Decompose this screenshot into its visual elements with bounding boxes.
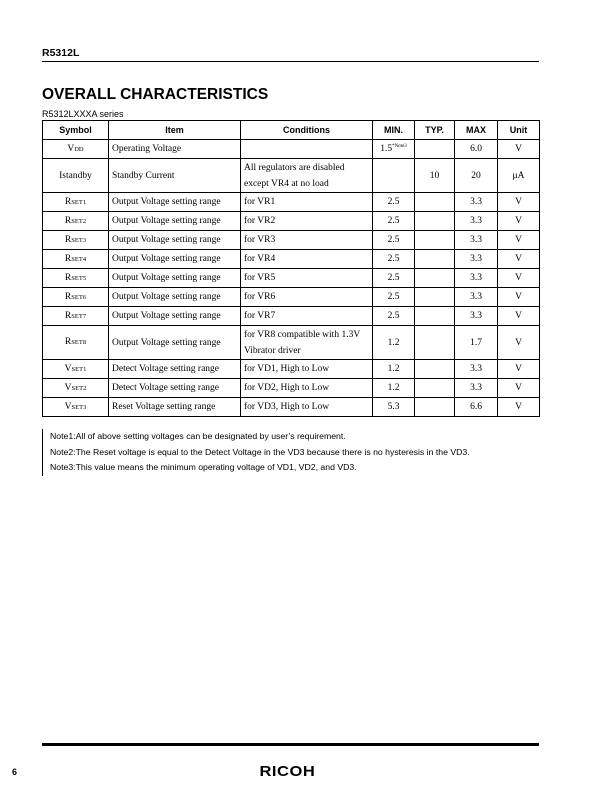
symbol-subscript: SET8 bbox=[71, 339, 87, 346]
symbol-cell bbox=[43, 212, 109, 231]
max-cell: 20 bbox=[455, 159, 498, 193]
max-cell: 3.3 bbox=[455, 288, 498, 307]
column-header: Item bbox=[109, 121, 241, 140]
min-value: 2.5 bbox=[387, 197, 400, 207]
unit-cell: V bbox=[498, 398, 540, 417]
conditions-cell: for VD2, High to Low bbox=[241, 379, 373, 398]
unit-cell: V bbox=[498, 326, 540, 360]
conditions-cell: for VD1, High to Low bbox=[241, 360, 373, 379]
min-note-ref: *Note3 bbox=[392, 143, 407, 149]
min-value: 2.5 bbox=[387, 254, 400, 264]
max-cell: 3.3 bbox=[455, 231, 498, 250]
typ-cell bbox=[415, 269, 455, 288]
conditions-cell: for VR7 bbox=[241, 307, 373, 326]
symbol-subscript: DD bbox=[74, 146, 84, 153]
table-row bbox=[43, 250, 540, 269]
item-cell: Output Voltage setting range bbox=[109, 326, 241, 360]
characteristics-table bbox=[42, 120, 540, 417]
min-cell bbox=[373, 307, 415, 326]
item-cell: Output Voltage setting range bbox=[109, 212, 241, 231]
symbol-cell bbox=[43, 159, 109, 193]
symbol-cell bbox=[43, 398, 109, 417]
symbol-subscript: SET1 bbox=[71, 199, 87, 206]
column-header: Conditions bbox=[241, 121, 373, 140]
typ-cell bbox=[415, 250, 455, 269]
symbol-cell bbox=[43, 288, 109, 307]
table-row bbox=[43, 398, 540, 417]
header-rule bbox=[42, 61, 539, 62]
symbol-main: R bbox=[64, 273, 72, 283]
symbol-cell bbox=[43, 140, 109, 159]
unit-cell: V bbox=[498, 140, 540, 159]
conditions-cell bbox=[241, 140, 373, 159]
symbol-main: R bbox=[64, 337, 72, 347]
table-row bbox=[43, 159, 540, 193]
max-cell: 6.6 bbox=[455, 398, 498, 417]
typ-cell bbox=[415, 193, 455, 212]
typ-cell bbox=[415, 326, 455, 360]
ricoh-logo: RICOH bbox=[259, 763, 316, 780]
table-row bbox=[43, 212, 540, 231]
max-cell: 3.3 bbox=[455, 360, 498, 379]
symbol-subscript: SET7 bbox=[71, 313, 87, 320]
symbol-main: V bbox=[64, 364, 72, 374]
max-cell: 3.3 bbox=[455, 379, 498, 398]
column-header: Unit bbox=[498, 121, 540, 140]
table-row bbox=[43, 326, 540, 360]
unit-cell: V bbox=[498, 250, 540, 269]
typ-cell bbox=[415, 140, 455, 159]
table-row bbox=[43, 231, 540, 250]
min-cell bbox=[373, 193, 415, 212]
notes-block bbox=[42, 429, 560, 476]
symbol-main: R bbox=[64, 197, 72, 207]
typ-cell bbox=[415, 307, 455, 326]
max-cell: 3.3 bbox=[455, 269, 498, 288]
conditions-cell: for VR1 bbox=[241, 193, 373, 212]
min-value: 1.2 bbox=[387, 337, 400, 348]
min-value: 1.2 bbox=[387, 364, 400, 374]
symbol-cell bbox=[43, 231, 109, 250]
max-cell: 3.3 bbox=[455, 307, 498, 326]
symbol-cell bbox=[43, 250, 109, 269]
conditions-cell: for VR8 compatible with 1.3V Vibrator driver bbox=[241, 326, 373, 360]
item-cell: Standby Current bbox=[109, 159, 241, 193]
conditions-cell: for VR2 bbox=[241, 212, 373, 231]
symbol-cell bbox=[43, 269, 109, 288]
unit-cell: V bbox=[498, 231, 540, 250]
symbol-main: R bbox=[64, 311, 72, 321]
max-cell: 1.7 bbox=[455, 326, 498, 360]
item-cell: Output Voltage setting range bbox=[109, 307, 241, 326]
symbol-subscript: SET1 bbox=[71, 366, 87, 373]
min-cell bbox=[373, 360, 415, 379]
unit-cell: V bbox=[498, 379, 540, 398]
min-cell bbox=[373, 250, 415, 269]
symbol-subscript: SET3 bbox=[71, 404, 87, 411]
min-cell bbox=[373, 159, 415, 193]
column-header: TYP. bbox=[415, 121, 455, 140]
typ-cell bbox=[415, 379, 455, 398]
conditions-cell: for VR3 bbox=[241, 231, 373, 250]
unit-cell: V bbox=[498, 269, 540, 288]
min-value: 2.5 bbox=[387, 292, 400, 302]
conditions-cell: for VR5 bbox=[241, 269, 373, 288]
min-cell bbox=[373, 379, 415, 398]
unit-cell: V bbox=[498, 288, 540, 307]
min-cell bbox=[373, 269, 415, 288]
symbol-cell bbox=[43, 193, 109, 212]
min-value: 2.5 bbox=[387, 273, 400, 283]
conditions-cell: for VR4 bbox=[241, 250, 373, 269]
conditions-cell: for VD3, High to Low bbox=[241, 398, 373, 417]
table-row bbox=[43, 140, 540, 159]
min-cell bbox=[373, 326, 415, 360]
document-id: R5312L bbox=[42, 47, 80, 59]
symbol-main: V bbox=[67, 144, 75, 154]
typ-cell bbox=[415, 398, 455, 417]
symbol-cell bbox=[43, 360, 109, 379]
max-cell: 3.3 bbox=[455, 212, 498, 231]
symbol-main: V bbox=[64, 383, 72, 393]
note-2: Note2:The Reset voltage is equal to the Detect Voltage in the VD3 because there is no hysteresis in the VD3. bbox=[50, 446, 470, 457]
max-cell: 3.3 bbox=[455, 193, 498, 212]
conditions-cell: for VR6 bbox=[241, 288, 373, 307]
section-title: OVERALL CHARACTERISTICS bbox=[42, 86, 269, 103]
table-row bbox=[43, 193, 540, 212]
typ-cell bbox=[415, 288, 455, 307]
symbol-subscript: SET4 bbox=[71, 256, 87, 263]
symbol-cell bbox=[43, 379, 109, 398]
section-subtitle: R5312LXXXA series bbox=[42, 109, 124, 119]
symbol-cell bbox=[43, 307, 109, 326]
footer-rule bbox=[42, 743, 539, 746]
max-cell: 6.0 bbox=[455, 140, 498, 159]
min-value: 2.5 bbox=[387, 311, 400, 321]
item-cell: Output Voltage setting range bbox=[109, 269, 241, 288]
page-number: 6 bbox=[12, 767, 18, 777]
item-cell: Output Voltage setting range bbox=[109, 231, 241, 250]
min-cell bbox=[373, 231, 415, 250]
min-cell bbox=[373, 288, 415, 307]
item-cell: Output Voltage setting range bbox=[109, 288, 241, 307]
min-cell bbox=[373, 140, 415, 159]
unit-cell: V bbox=[498, 212, 540, 231]
item-cell: Output Voltage setting range bbox=[109, 193, 241, 212]
symbol-subscript: SET2 bbox=[71, 385, 87, 392]
typ-cell bbox=[415, 212, 455, 231]
symbol-main: R bbox=[64, 292, 72, 302]
symbol-main: R bbox=[64, 216, 72, 226]
unit-cell: V bbox=[498, 193, 540, 212]
min-cell bbox=[373, 398, 415, 417]
symbol-main: V bbox=[64, 402, 72, 412]
conditions-cell: All regulators are disabled except VR4 at no load bbox=[241, 159, 373, 193]
column-header: MIN. bbox=[373, 121, 415, 140]
typ-cell bbox=[415, 231, 455, 250]
item-cell: Output Voltage setting range bbox=[109, 250, 241, 269]
symbol-cell bbox=[43, 326, 109, 360]
table-row bbox=[43, 288, 540, 307]
min-value: 5.3 bbox=[387, 402, 400, 412]
symbol-subscript: SET5 bbox=[71, 275, 87, 282]
table-header-row bbox=[43, 121, 540, 140]
min-value: 1.5 bbox=[380, 144, 393, 155]
table-row bbox=[43, 360, 540, 379]
table-row bbox=[43, 269, 540, 288]
min-cell bbox=[373, 212, 415, 231]
column-header: MAX bbox=[455, 121, 498, 140]
typ-cell bbox=[415, 360, 455, 379]
symbol-main: Istandby bbox=[59, 170, 92, 181]
table-row bbox=[43, 307, 540, 326]
note-3: Note3:This value means the minimum operating voltage of VD1, VD2, and VD3. bbox=[50, 462, 357, 472]
symbol-subscript: SET6 bbox=[71, 294, 87, 301]
max-cell: 3.3 bbox=[455, 250, 498, 269]
unit-cell: V bbox=[498, 307, 540, 326]
symbol-subscript: SET3 bbox=[71, 237, 87, 244]
item-cell: Detect Voltage setting range bbox=[109, 360, 241, 379]
unit-cell: μA bbox=[498, 159, 540, 193]
symbol-subscript: SET2 bbox=[71, 218, 87, 225]
symbol-main: R bbox=[64, 235, 72, 245]
item-cell: Detect Voltage setting range bbox=[109, 379, 241, 398]
note-1: Note1:All of above setting voltages can be designated by user’s requirement. bbox=[50, 431, 346, 441]
unit-cell: V bbox=[498, 360, 540, 379]
min-value: 2.5 bbox=[387, 235, 400, 245]
symbol-main: R bbox=[64, 254, 72, 264]
table-row bbox=[43, 379, 540, 398]
typ-cell: 10 bbox=[415, 159, 455, 193]
column-header: Symbol bbox=[43, 121, 109, 140]
item-cell: Reset Voltage setting range bbox=[109, 398, 241, 417]
min-value: 1.2 bbox=[387, 383, 400, 393]
item-cell: Operating Voltage bbox=[109, 140, 241, 159]
min-value: 2.5 bbox=[387, 216, 400, 226]
